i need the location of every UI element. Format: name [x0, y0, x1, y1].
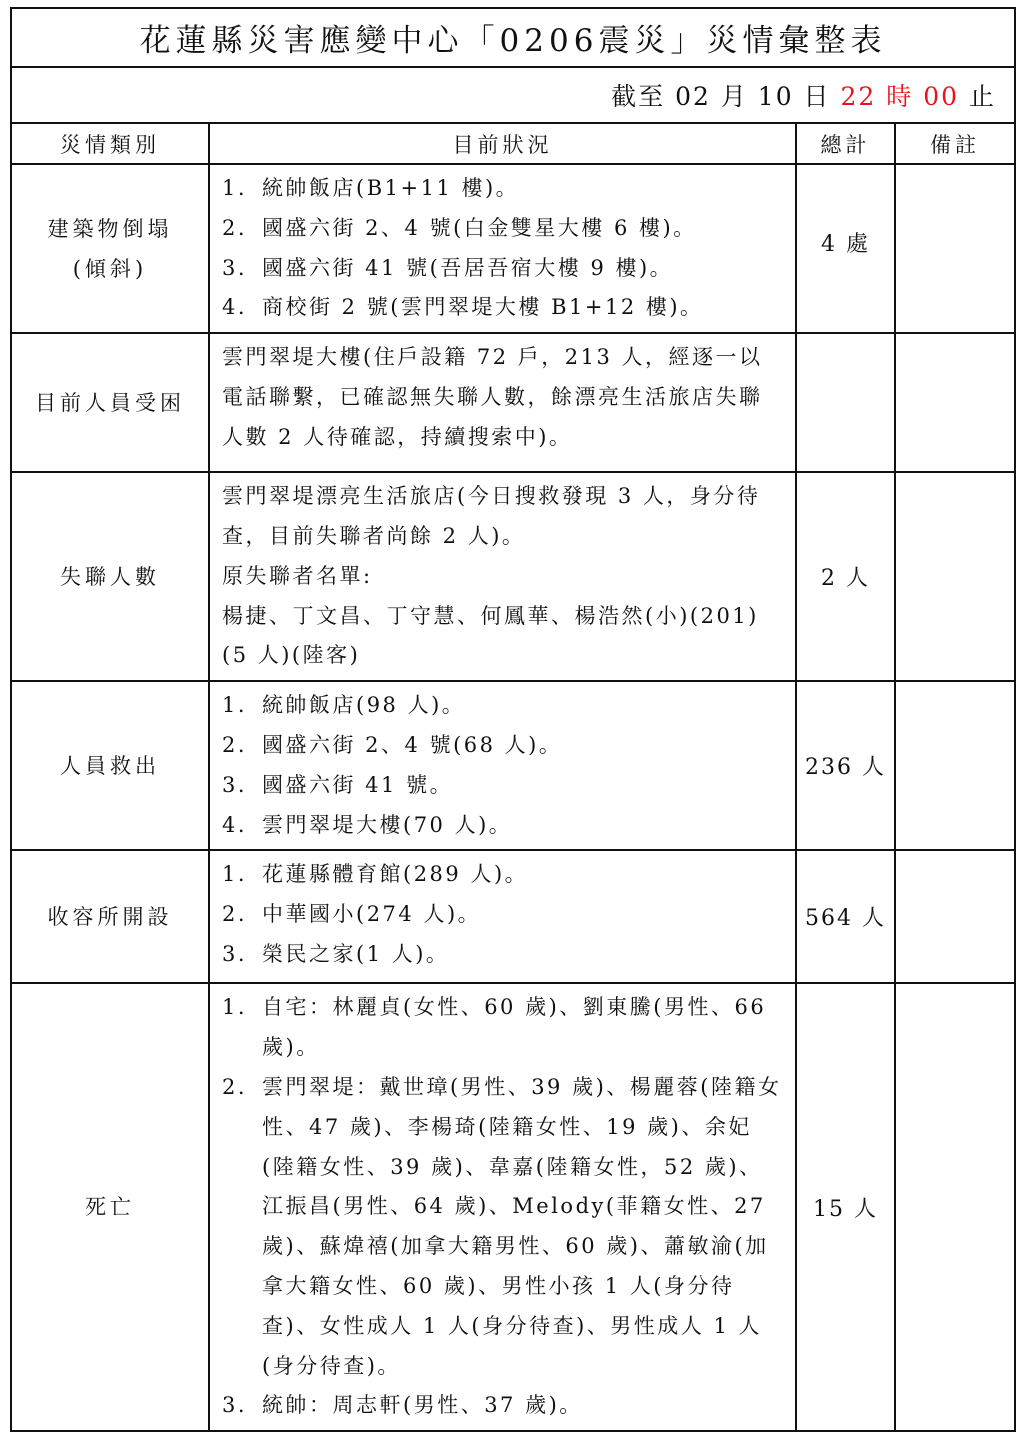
item-text: 自宅：林麗貞(女性、60 歲)、劉東騰(男性、66 歲)。 — [262, 995, 767, 1060]
note-cell — [895, 333, 1015, 472]
list-item — [222, 1386, 785, 1426]
status-paragraph: 楊捷、丁文昌、丁守慧、何鳳華、楊浩然(小)(201)(5 人)(陸客) — [222, 603, 759, 668]
note-cell — [895, 983, 1015, 1431]
category-cell: 失聯人數 — [11, 472, 209, 681]
as-of-timestamp — [11, 67, 1015, 123]
note-cell — [895, 472, 1015, 681]
item-text: 雲門翠堤：戴世璋(男性、39 歲)、楊麗蓉(陸籍女性、47 歲)、李楊琦(陸籍女性、19 歲)、余妃(陸籍女性、39 歲)、韋嘉(陸籍女性，52 歲)、江振昌(男性、64 歲)、Melody(菲籍女性、27 歲)、蘇煒禧(加拿大籍男性、60 歲)、蕭敏渝(加拿大籍女性、60 歲)、男性小孩 1 人(身分待查)、女性成人 1 人(身分待查)、男性成人 1 人(身分待查)。 — [262, 1074, 782, 1378]
item-text: 中華國小(274 人)。 — [262, 902, 482, 927]
total-cell: 2 人 — [796, 472, 895, 681]
list-item — [222, 686, 785, 726]
total-cell: 564 人 — [796, 850, 895, 983]
item-text: 國盛六街 2、4 號(68 人)。 — [262, 732, 563, 757]
list-item — [222, 288, 785, 328]
table-row — [11, 472, 1015, 681]
category-cell: 人員救出 — [11, 681, 209, 850]
item-number: 1. — [222, 995, 248, 1020]
status-paragraph: 雲門翠堤漂亮生活旅店(今日搜救發現 3 人，身分待查，目前失聯者尚餘 2 人)。 — [222, 484, 761, 548]
disaster-report-table — [10, 7, 1016, 1432]
total-cell: 236 人 — [796, 681, 895, 850]
list-item — [222, 726, 785, 766]
category-cell — [11, 164, 209, 333]
item-text: 統帥：周志軒(男性、37 歲)。 — [262, 1393, 583, 1418]
status-paragraph: 雲門翠堤大樓(住戶設籍 72 戶，213 人，經逐一以電話聯繫，已確認無失聯人數，餘漂亮生活旅店失聯人數 2 人待確認，持續搜索中)。 — [222, 345, 763, 449]
list-item — [222, 766, 785, 806]
item-text: 雲門翠堤大樓(70 人)。 — [262, 812, 513, 837]
list-item — [222, 249, 785, 289]
item-number: 1. — [222, 862, 248, 887]
status-cell — [209, 333, 796, 472]
table-row — [11, 333, 1015, 472]
item-text: 榮民之家(1 人)。 — [262, 941, 450, 966]
total-cell — [796, 333, 895, 472]
note-cell — [895, 681, 1015, 850]
list-item — [222, 935, 785, 975]
item-number: 3. — [222, 772, 248, 797]
list-item — [222, 806, 785, 846]
table-row — [11, 681, 1015, 850]
item-number: 2. — [222, 732, 248, 757]
header-category: 災情類別 — [11, 123, 209, 164]
item-number: 2. — [222, 215, 248, 240]
category-cell: 死亡 — [11, 983, 209, 1431]
status-paragraph: 原失聯者名單: — [222, 563, 373, 588]
header-note: 備註 — [895, 123, 1015, 164]
header-row — [11, 123, 1015, 164]
item-number: 2. — [222, 902, 248, 927]
status-cell — [209, 681, 796, 850]
list-item — [222, 1068, 785, 1386]
list-item — [222, 209, 785, 249]
item-number: 1. — [222, 176, 248, 200]
item-text: 花蓮縣體育館(289 人)。 — [262, 862, 529, 887]
table-row — [11, 983, 1015, 1431]
item-number: 3. — [222, 1393, 248, 1418]
item-number: 3. — [222, 941, 248, 966]
table-row — [11, 850, 1015, 983]
title-row — [11, 8, 1015, 67]
note-cell — [895, 164, 1015, 333]
status-cell — [209, 983, 796, 1431]
report-title: 花蓮縣災害應變中心「0206震災」災情彙整表 — [11, 8, 1015, 67]
item-number: 2. — [222, 1074, 248, 1099]
category-cell: 收容所開設 — [11, 850, 209, 983]
total-cell: 15 人 — [796, 983, 895, 1431]
status-cell — [209, 164, 796, 333]
list-item — [222, 855, 785, 895]
item-text: 商校街 2 號(雲門翠堤大樓 B1+12 樓)。 — [262, 295, 704, 320]
note-cell — [895, 850, 1015, 983]
item-number: 4. — [222, 295, 248, 320]
item-text: 國盛六街 2、4 號(白金雙星大樓 6 樓)。 — [262, 215, 697, 240]
header-total: 總計 — [796, 123, 895, 164]
category-cell: 目前人員受困 — [11, 333, 209, 472]
total-cell: 4 處 — [796, 164, 895, 333]
item-number: 3. — [222, 255, 248, 280]
item-text: 統帥飯店(98 人)。 — [262, 693, 466, 718]
list-item — [222, 988, 785, 1068]
status-cell — [209, 472, 796, 681]
item-text: 統帥飯店(B1+11 樓)。 — [262, 176, 520, 200]
list-item — [222, 895, 785, 935]
as-of-row — [11, 67, 1015, 123]
list-item — [222, 169, 785, 209]
as-of-suffix: 止 — [969, 82, 997, 111]
item-text: 國盛六街 41 號。 — [262, 772, 454, 797]
as-of-hour: 22 時 00 — [840, 82, 960, 111]
item-text: 國盛六街 41 號(吾居吾宿大樓 9 樓)。 — [262, 255, 674, 280]
item-number: 1. — [222, 693, 248, 718]
table-row — [11, 164, 1015, 333]
item-number: 4. — [222, 812, 248, 837]
status-cell — [209, 850, 796, 983]
header-status: 目前狀況 — [209, 123, 796, 164]
category-line: 建築物倒塌 — [47, 216, 173, 241]
category-line: (傾斜) — [72, 256, 148, 281]
as-of-prefix: 截至 02 月 10 日 — [611, 82, 831, 111]
